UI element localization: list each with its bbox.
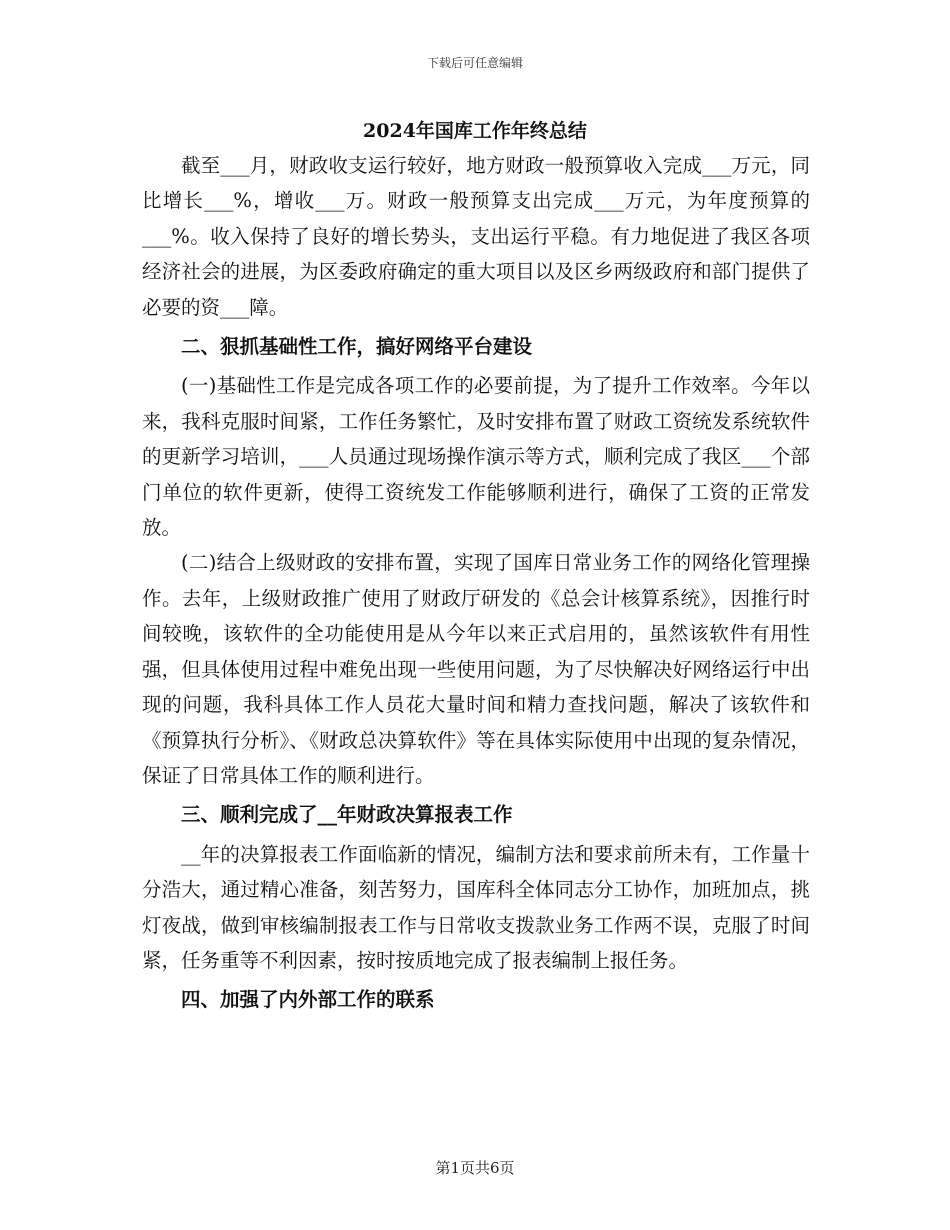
- section-4-heading: 四、加强了内外部工作的联系: [181, 988, 435, 1012]
- intro-paragraph: 截至___月，财政收支运行较好，地方财政一般预算收入完成___万元，同比增长___%，增收___万。财政一般预算支出完成___万元，为年度预算的___%。收入保持了良好的增长势头，支出运行平稳。有力地促进了我区各项经济社会的进展，为区委政府确定的重大项目以及区乡两级政府和部门提供了必要的资___障。: [142, 154, 810, 319]
- section-2-heading: 二、狠抓基础性工作，搞好网络平台建设: [181, 335, 533, 359]
- section-3-paragraph-1: __年的决算报表工作面临新的情况，编制方法和要求前所未有，工作量十分浩大，通过精心准备，刻苦努力，国库科全体同志分工协作，加班加点，挑灯夜战，做到审核编制报表工作与日常收支拨款业务工作两不误，克服了时间紧，任务重等不利因素，按时按质地完成了报表编制上报任务。: [142, 842, 810, 972]
- section-2-paragraph-1: (一)基础性工作是完成各项工作的必要前提，为了提升工作效率。今年以来，我科克服时间紧，工作任务繁忙，及时安排布置了财政工资统发系统软件的更新学习培训，___人员通过现场操作演示等方式，顺利完成了我区___个部门单位的软件更新，使得工资统发工作能够顺利进行，确保了工资的正常发放。: [142, 374, 810, 540]
- section-3-heading: 三、顺利完成了__年财政决算报表工作: [181, 803, 513, 827]
- section-2-paragraph-2: (二)结合上级财政的安排布置，实现了国库日常业务工作的网络化管理操作。去年，上级财政推广使用了财政厅研发的《总会计核算系统》，因推行时间较晚，该软件的全功能使用是从今年以来正式启用的，虽然该软件有用性强，但具体使用过程中难免出现一些使用问题，为了尽快解决好网络运行中出现的问题，我科具体工作人员花大量时间和精力查找问题，解决了该软件和《预算执行分析》、《财政总决算软件》等在具体实际使用中出现的复杂情况，保证了日常具体工作的顺利进行。: [142, 551, 810, 787]
- document-title: 2024年国库工作年终总结: [363, 120, 587, 142]
- document-body: [142, 148, 810, 1022]
- page-number: 第1页共6页: [435, 1159, 515, 1177]
- header-note: 下载后可任意编辑: [426, 56, 523, 70]
